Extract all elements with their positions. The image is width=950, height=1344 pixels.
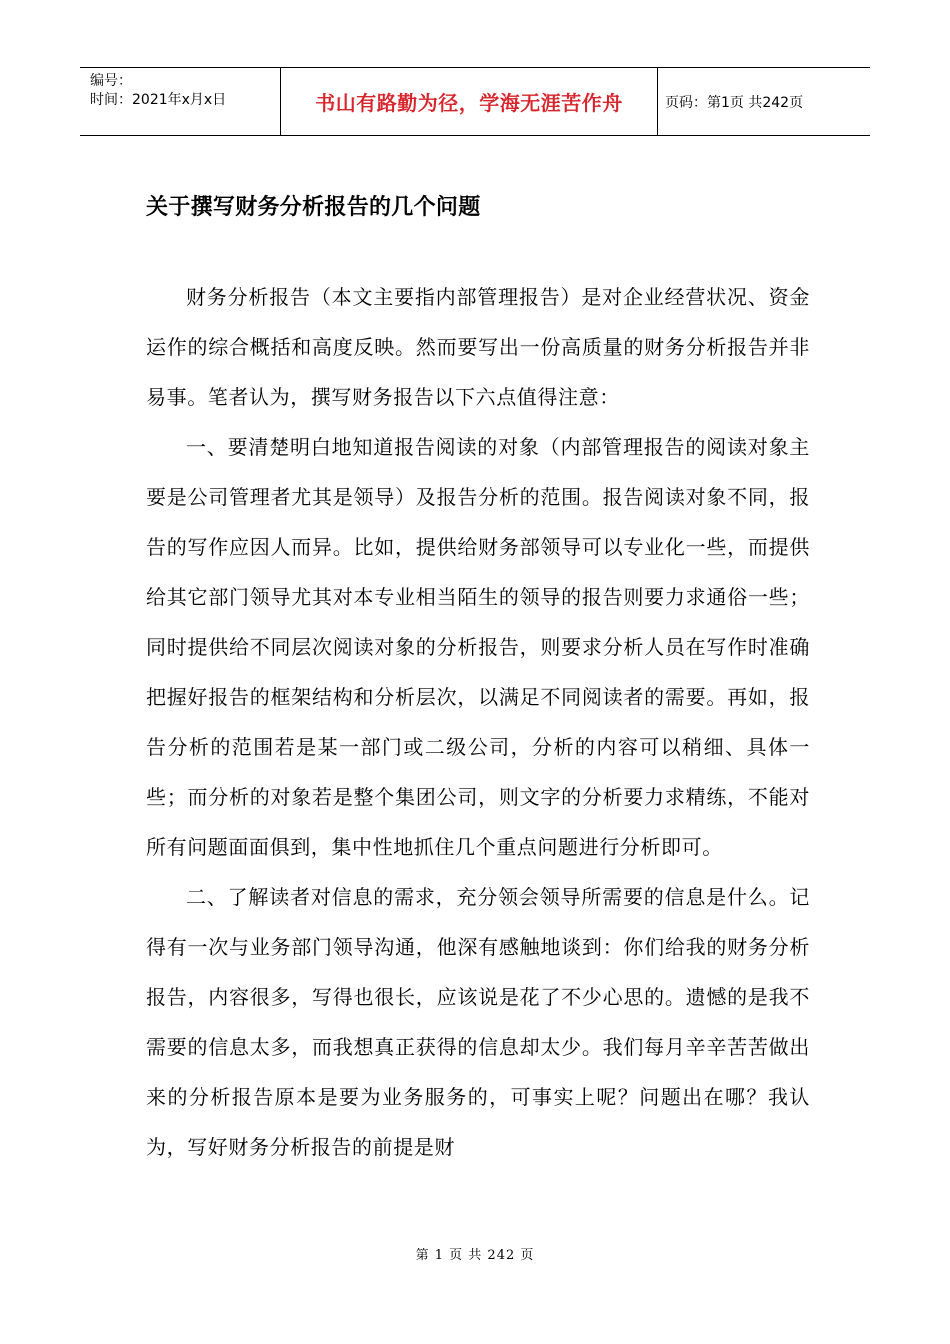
serial-number-label: 编号： (90, 73, 132, 89)
page-footer: 第 1 页 共 242 页 (415, 1248, 535, 1263)
paragraph-point-2: 二、了解读者对信息的需求，充分领会领导所需要的信息是什么。记得有一次与业务部门领导沟通，他深有感触地谈到：你们给我的财务分析报告，内容很多，写得也很长，应该说是花了不少心思的。遗憾的是我不需要的信息太多，而我想真正获得的信息却太少。我们每月辛辛苦苦做出来的分析报告原本是要为业务服务的，可事实上呢？问题出在哪？我认为，写好财务分析报告的前提是财 (146, 885, 810, 1159)
header-meta-cell (80, 68, 281, 135)
header-motto-cell (281, 68, 658, 135)
paragraph-intro: 财务分析报告（本文主要指内部管理报告）是对企业经营状况、资金运作的综合概括和高度反映。然而要写出一份高质量的财务分析报告并非易事。笔者认为，撰写财务报告以下六点值得注意： (146, 285, 810, 409)
motto-text: 书山有路勤为径，学海无涯苦作舟 (315, 91, 623, 115)
document-title: 关于撰写财务分析报告的几个问题 (146, 195, 481, 220)
paragraph-point-1: 一、要清楚明白地知道报告阅读的对象（内部管理报告的阅读对象主要是公司管理者尤其是领导）及报告分析的范围。报告阅读对象不同，报告的写作应因人而异。比如，提供给财务部领导可以专业化一些，而提供给其它部门领导尤其对本专业相当陌生的领导的报告则要力求通俗一些；同时提供给不同层次阅读对象的分析报告，则要求分析人员在写作时准确把握好报告的框架结构和分析层次，以满足不同阅读者的需要。再如，报告分析的范围若是某一部门或二级公司，分析的内容可以稍细、具体一些；而分析的对象若是整个集团公司，则文字的分析要力求精练，不能对所有问题面面俱到，集中性地抓住几个重点问题进行分析即可。 (146, 435, 810, 859)
page-info: 页码：第1页 共242页 (665, 94, 804, 111)
page-header-table (80, 67, 870, 136)
document-body (146, 272, 810, 1172)
header-page-cell (658, 68, 870, 135)
date-line: 时间：2021年x月x日 (90, 92, 227, 108)
